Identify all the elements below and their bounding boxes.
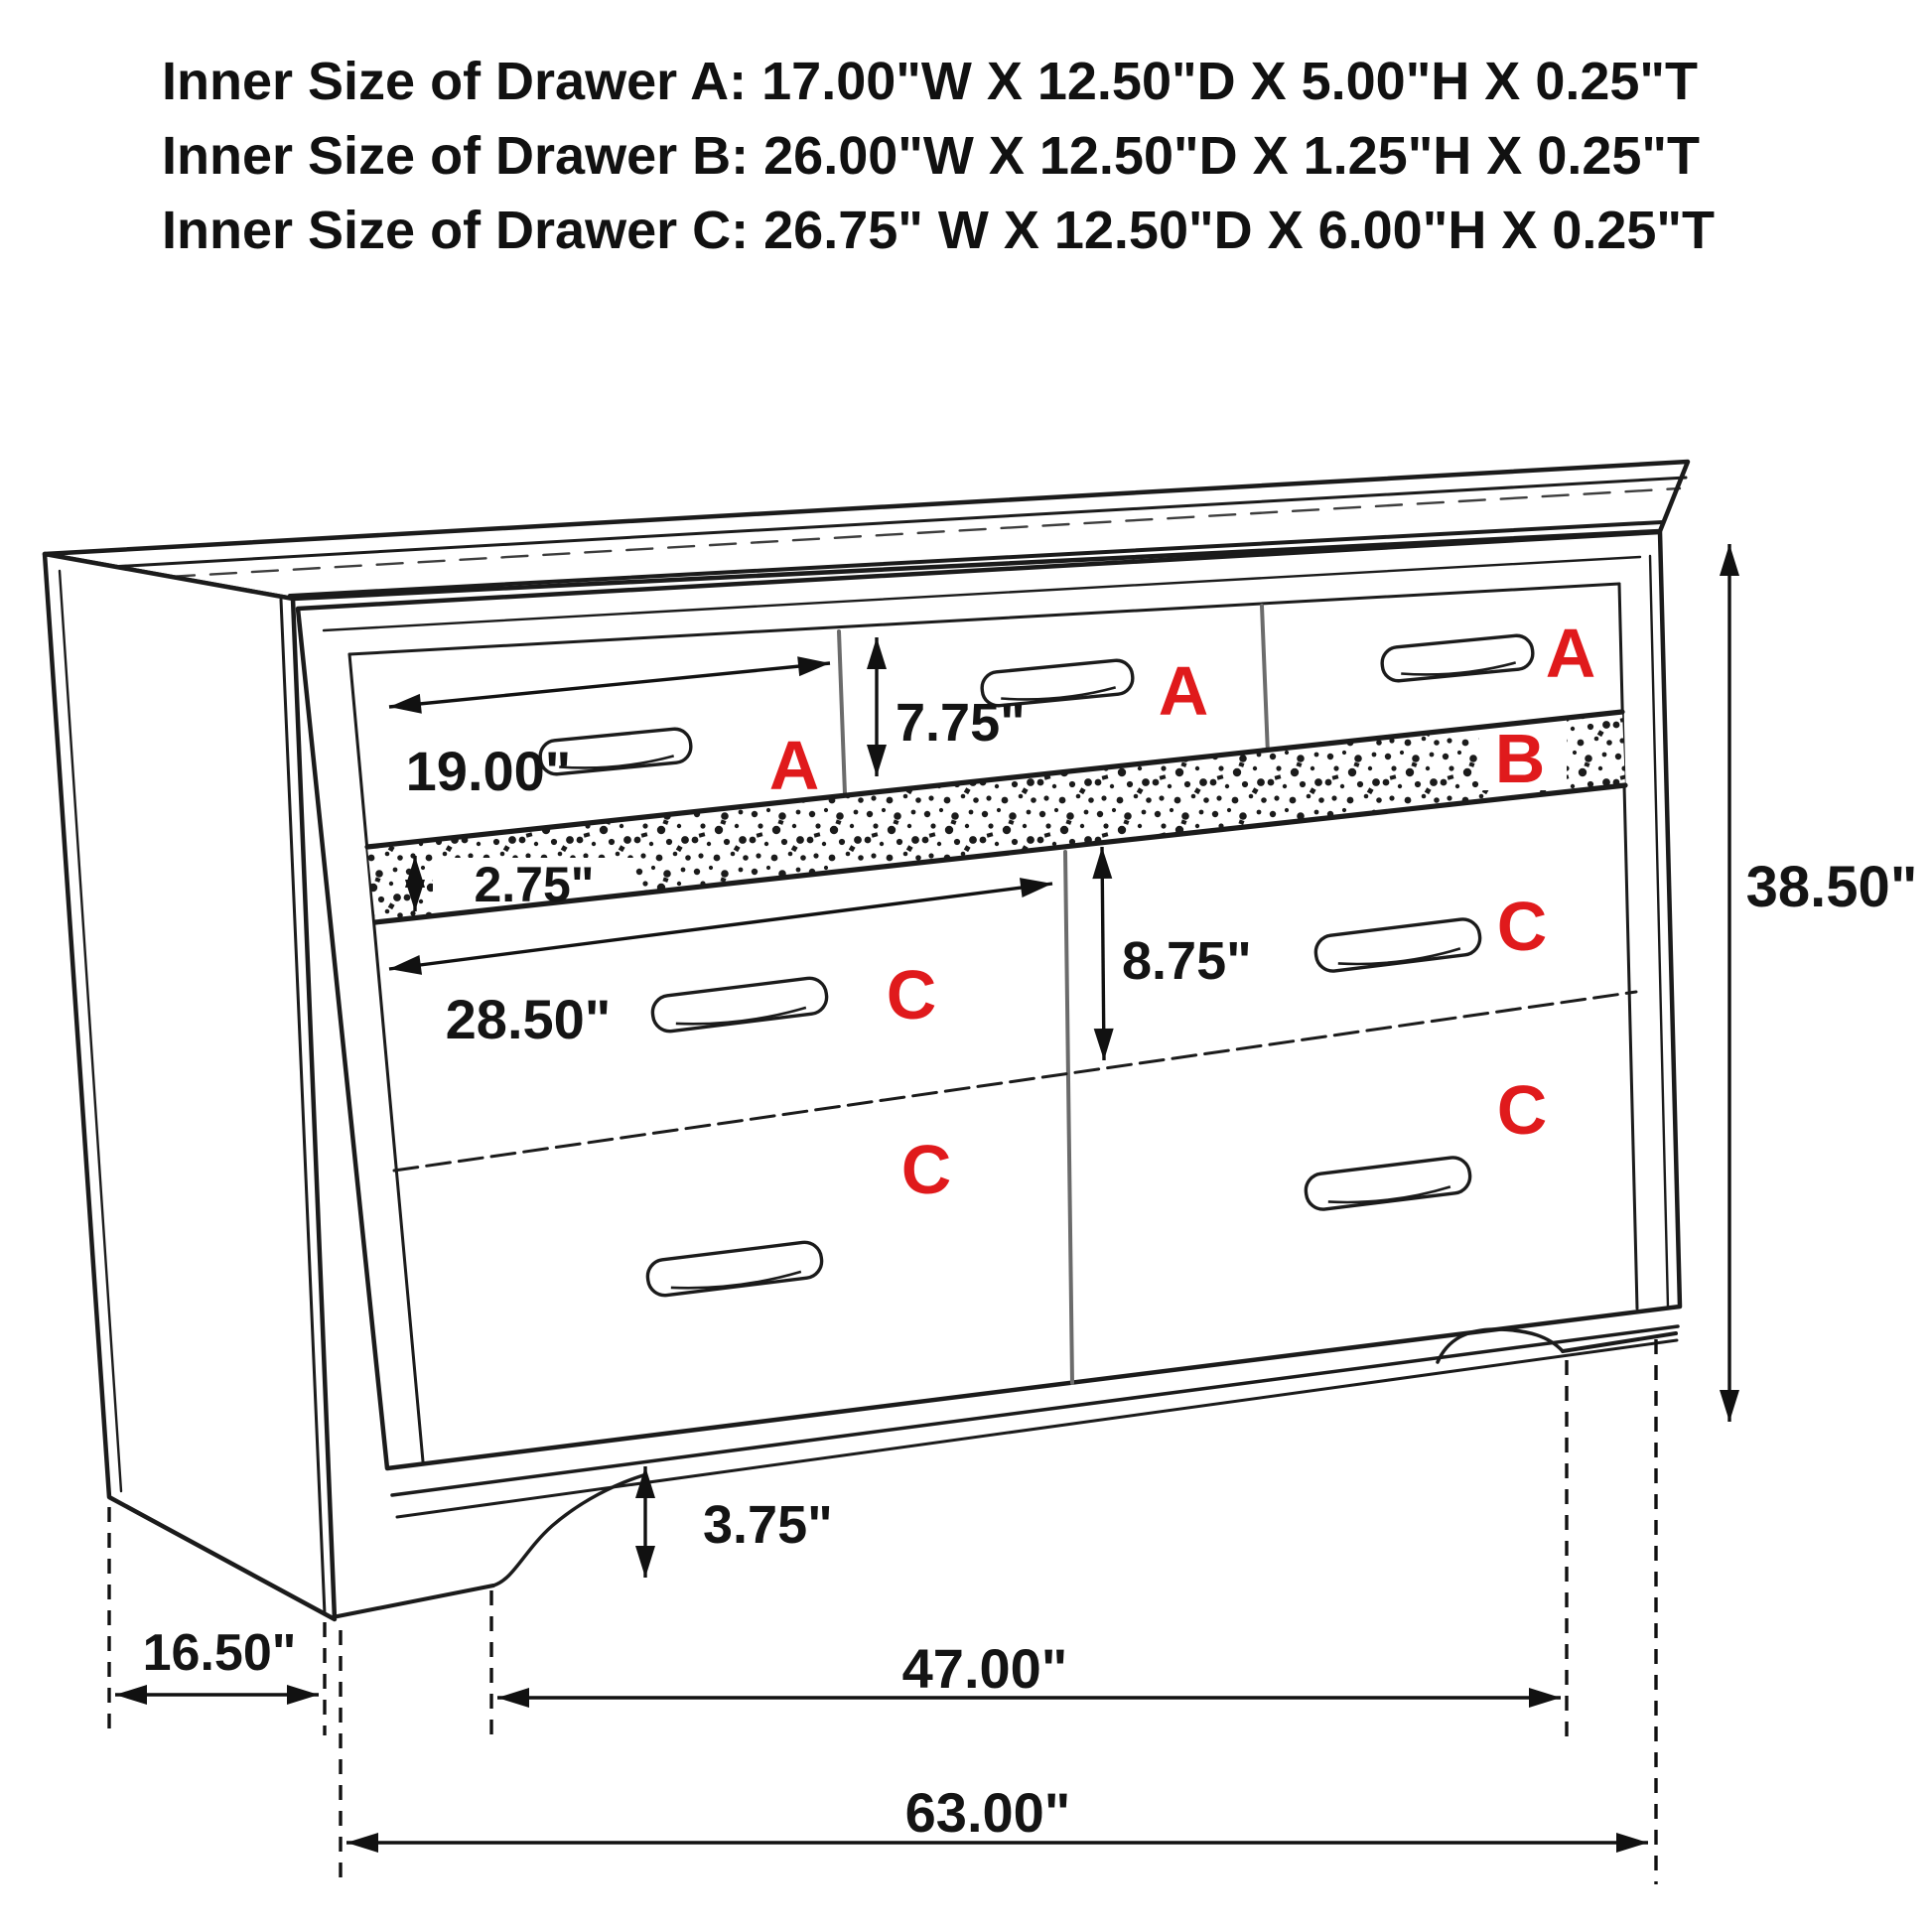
header-line-1: Inner Size of Drawer A: 17.00"W X 12.50"D X 5.00"H X 0.25"T <box>162 52 1699 111</box>
dim-drawer-a-width-value: 19.00" <box>405 740 572 802</box>
dim-side-depth <box>115 1624 319 1695</box>
dim-side-depth-value: 16.50" <box>142 1624 297 1682</box>
label-drawer-c-left-lower: C <box>900 1131 952 1208</box>
dim-drawer-c-width-value: 28.50" <box>445 988 612 1050</box>
label-drawer-c-left-upper: C <box>886 956 937 1034</box>
dim-overall-height <box>1729 544 1917 1422</box>
label-drawer-a-left: A <box>768 727 820 804</box>
dim-band-height-value: 2.75" <box>474 857 595 912</box>
reference-dashed-lines <box>109 1339 1656 1884</box>
dim-overall-height-value: 38.50" <box>1745 855 1918 919</box>
dim-feet-span-value: 47.00" <box>901 1637 1068 1700</box>
label-drawer-a-middle: A <box>1158 652 1209 730</box>
dim-foot-height <box>645 1466 833 1578</box>
dim-foot-height-value: 3.75" <box>703 1495 833 1555</box>
label-drawer-a-right: A <box>1545 615 1596 692</box>
dim-feet-span <box>497 1637 1561 1700</box>
dim-drawer-c-height-value: 8.75" <box>1122 931 1252 991</box>
header-line-3: Inner Size of Drawer C: 26.75" W X 12.50"D X 6.00"H X 0.25"T <box>162 201 1716 260</box>
label-drawer-c-right-lower: C <box>1496 1071 1548 1149</box>
dim-drawer-a-height-value: 7.75" <box>896 693 1026 753</box>
dim-overall-width <box>346 1781 1648 1844</box>
label-drawer-b: B <box>1494 720 1546 797</box>
header-note <box>162 52 1715 260</box>
dresser-side-panel <box>45 554 335 1619</box>
label-drawer-c-right-upper: C <box>1496 888 1548 965</box>
dresser-drawing <box>45 462 1688 1619</box>
header-line-2: Inner Size of Drawer B: 26.00"W X 12.50"D X 1.25"H X 0.25"T <box>162 126 1701 186</box>
dim-overall-width-value: 63.00" <box>904 1781 1071 1844</box>
